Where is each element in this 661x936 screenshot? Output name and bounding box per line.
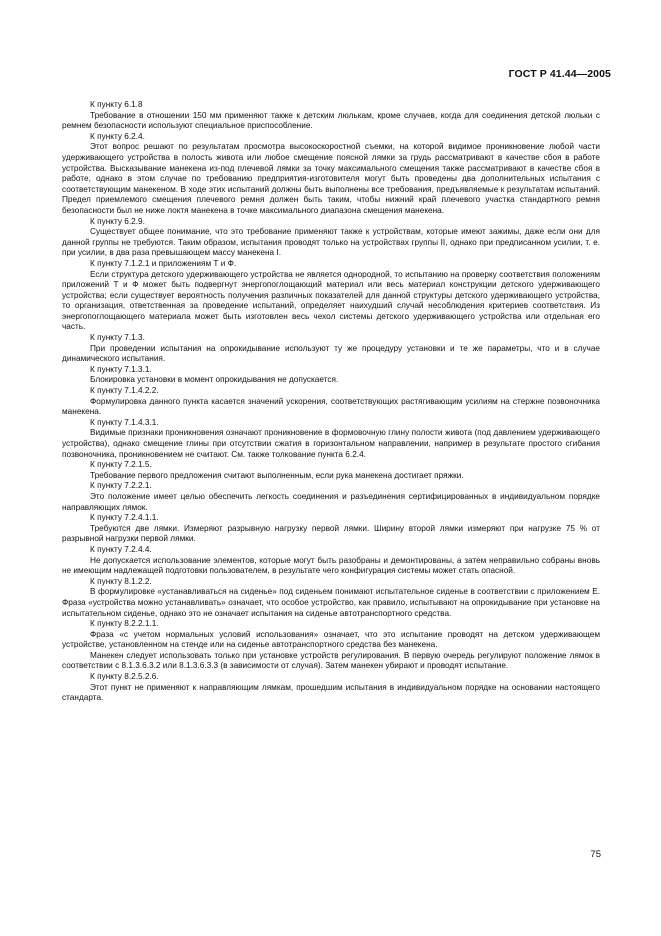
document-body [62,100,600,704]
paragraph: Видимые признаки проникновения означают проникновение в формовочную глину полости живота (под давлением удерживающего устройства), однако смещение глины при отсутствии сжатия в горизонтальном направлении, например в результате простого сгибания позвоночника, проникновением не считают. См. также толкование пункта 6.2.4. [62,428,600,459]
paragraph: К пункту 7.1.4.2.2. [90,386,159,396]
paragraph: Существует общее понимание, что это требование применяют также к устройствам, которые имеют зажимы, даже если они для данной группы не требуются. Таким образом, испытания проводят только на устройствах группы II, однако при предписанном усилии, т. е. при усилии, в два раза превышающем массу манекена I. [62,227,600,258]
paragraph: Требование первого предложения считают выполненным, если рука манекена достигает пряжки. [90,470,464,480]
paragraph: Не допускается использование элементов, которые могут быть разобраны и демонтированы, а затем неправильно собраны вновь не имеющим надлежащей подготовки пользователем, в результате чего конфигурация системы может стать опасной. [62,555,600,576]
paragraph: Этот вопрос решают по результатам просмотра высокоскоростной съемки, на которой видимое проникновение любой части удерживающего устройства в полость живота или любое смещение поясной лямки за грудь рассматривают в качестве сбоя в работе устройства. Высказывание манекена из-под плечевой лямки за точку максимального смещения также рассматривают в качестве сбоя в работе, однако в этом случае по требованию предприятия-изготовителя могут быть проведены два дополнительных испытания с соответствующим манекеном. В ходе этих испытаний должны быть выполнены все требования, предъявляемые к результатам испытаний. Предел приемлемого смещения плечевого ремня должен быть таким, чтобы нижний край плечевого участка стандартного ремня безопасности был не ниже локтя манекена в точке максимального диапазона смещения манекена. [62,142,600,215]
paragraph: К пункту 7.2.4.4. [90,544,152,554]
paragraph: К пункту 7.2.1.5. [90,460,152,470]
paragraph: Требование в отношении 150 мм применяют также к детским люлькам, кроме случаев, когда для соединения детской люльки с ремнем безопасности используют специальное приспособление. [62,110,600,131]
paragraph: Это положение имеет целью обеспечить легкость соединения и разъединения сертифицированных в индивидуальном порядке направляющих лямок. [62,491,600,512]
paragraph: К пункту 7.1.2.1 и приложениям Т и Ф. [90,258,237,268]
page-number: 75 [590,849,601,860]
paragraph: К пункту 8.2.2.1.1. [90,619,159,629]
paragraph: Фраза «с учетом нормальных условий использования» означает, что это испытание проводят на детском удерживающем устройстве, установленном на стенде или на сиденье автотранспортного средства без манекена. [62,629,600,650]
paragraph: К пункту 7.2.4.1.1. [90,513,159,523]
paragraph: К пункту 8.1.2.2. [90,576,152,586]
paragraph: Блокировка установки в момент опрокидывания не допускается. [90,375,339,385]
paragraph: К пункту 8.2.5.2.6. [90,672,159,682]
paragraph: К пункту 7.2.2.1. [90,481,152,491]
document-number: ГОСТ Р 41.44—2005 [508,68,611,80]
paragraph: К пункту 6.1.8 [90,100,143,109]
paragraph: Требуются две лямки. Измеряют разрывную нагрузку первой лямки. Ширину второй лямки измеряют при нагрузке 75 % от разрывной нагрузки первой лямки. [62,523,600,544]
paragraph: К пункту 6.2.4. [90,131,145,141]
paragraph: К пункту 7.1.3. [90,333,145,343]
paragraph: При проведении испытания на опрокидывание используют ту же процедуру установки и те же параметры, что и в случае динамического испытания. [62,343,600,364]
paragraph: Манекен следует использовать только при установке устройств регулирования. В первую очередь регулируют положение лямок в соответствии с 8.1.3.6.3.2 или 8.1.3.6.3.3 (в зависимости от случая). Затем манекен убирают и проводят испытание. [62,650,600,671]
paragraph: Если структура детского удерживающего устройства не является однородной, то испытанию на проверку соответствия положениям приложений Т и Ф может быть подвергнут энергопоглощающий материал или весь материал конструкции детского удерживающего устройства; если существует вероятность получения различных показателей для данной структуры детского удерживающего устройства, то организация, ответственная за проведение испытаний, определяет наихудший случай несоблюдения критериев соответствия. Из энергопоглощающего материала может быть изготовлен весь чехол системы детского удерживающего устройства или отдельная его часть. [62,269,600,332]
paragraph: К пункту 7.1.4.3.1. [90,417,159,427]
paragraph: Этот пункт не применяют к направляющим лямкам, прошедшим испытания в индивидуальном порядке на основании настоящего стандарта. [62,682,600,703]
paragraph: К пункту 7.1.3.1. [90,364,152,374]
paragraph: В формулировке «устанавливаться на сиденье» под сиденьем понимают испытательное сиденье в соответствии с приложением Е. Фраза «устройства можно устанавливать» означает, что особое устройство, как правило, испытывают на опрокидывание при установке на испытательном сиденье, однако это не означает испытания на сиденье автотранспортного средства. [62,587,600,618]
paragraph: К пункту 6.2.9. [90,216,145,226]
paragraph: Формулировка данного пункта касается значений ускорения, соответствующих растягивающим усилиям на стержне позвоночника манекена. [62,396,600,417]
